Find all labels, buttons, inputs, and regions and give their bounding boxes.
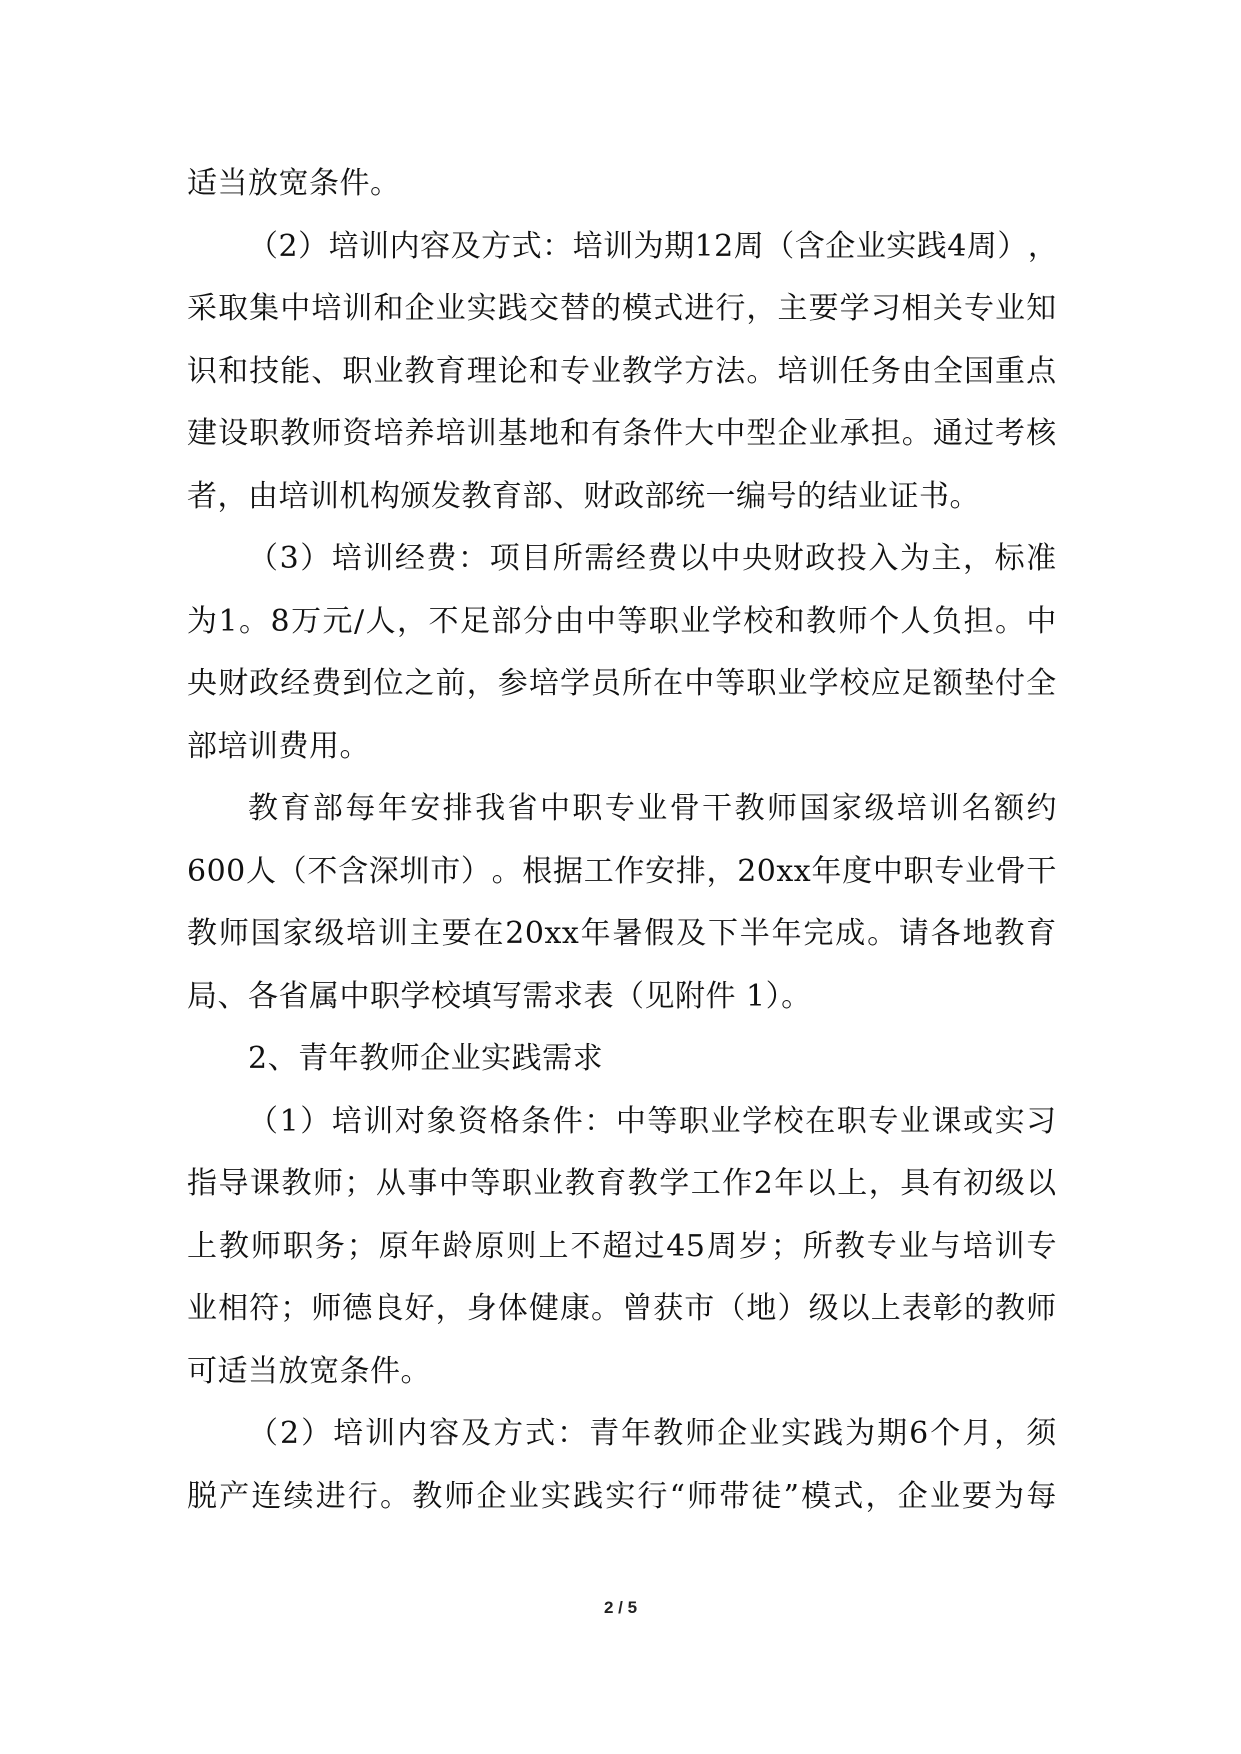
text-line: 上 教 师 职 务 ； 原 年 龄 原 则 上 不 超 过 45 周 岁 ； 所 教 专 业 与 培 训 专 [187, 1228, 1057, 1264]
text-line: 者，由培训机构颁发教育部、财政部统一编号的结业证书。 [187, 478, 980, 514]
text-line: 央 财 政 经 费 到 位 之 前 ， 参 培 学 员 所 在 中 等 职 业 学 校 应 足 额 垫 付 全 [187, 666, 1057, 701]
text-line: 可适当放宽条件。 [187, 1353, 431, 1389]
text-line: （ 1 ） 培 训 对 象 资 格 条 件 ： 中 等 职 业 学 校 在 职 专 业 课 或 实 习 [248, 1103, 1057, 1139]
text-line: （ 2 ） 培 训 内 容 及 方 式 ： 青 年 教 师 企 业 实 践 为 期 6 个 月 ， 须 [248, 1416, 1057, 1451]
text-line: 教 师 国 家 级 培 训 主 要 在 20xx 年 暑 假 及 下 半 年 完 成 。 请 各 地 教 育 [187, 916, 1057, 951]
text-line: 教 育 部 每 年 安 排 我 省 中 职 专 业 骨 干 教 师 国 家 级 培 训 名 额 约 [248, 791, 1057, 826]
text-line: （ 3 ） 培 训 经 费 ： 项 目 所 需 经 费 以 中 央 财 政 投 入 为 主 ， 标 准 [248, 541, 1057, 576]
text-line: 识 和 技 能 、 职 业 教 育 理 论 和 专 业 教 学 方 法 。 培 训 任 务 由 全 国 重 点 [187, 353, 1057, 389]
text-line: 适当放宽条件。 [187, 166, 401, 201]
text-line: 部培训费用。 [187, 728, 370, 764]
text-line: 业 相 符 ； 师 德 良 好 ， 身 体 健 康 。 曾 获 市 （ 地 ） 级 以 上 表 彰 的 教 师 [187, 1291, 1057, 1326]
text-line: 600 人 （ 不 含 深 圳 市 ） 。 根 据 工 作 安 排 ， 20xx 年 度 中 职 专 业 骨 干 [187, 853, 1057, 889]
text-line: 建 设 职 教 师 资 培 养 培 训 基 地 和 有 条 件 大 中 型 企 业 承 担 。 通 过 考 核 [187, 416, 1057, 451]
text-line: 2、青年教师企业实践需求 [248, 1041, 604, 1076]
page-number: 2 / 5 [603, 1598, 638, 1617]
text-line: 指 导 课 教 师 ； 从 事 中 等 职 业 教 育 教 学 工 作 2 年 以 上 ， 具 有 初 级 以 [187, 1166, 1057, 1201]
document-body [187, 153, 1057, 1528]
text-line: 脱 产 连 续 进 行 。 教 师 企 业 实 践 实 行 “ 师 带 徒 ” 模 式 ， 企 业 要 为 每 [187, 1478, 1057, 1514]
text-line: 局、各省属中职学校填写需求表（见附件 1）。 [187, 978, 812, 1014]
text-line: 采 取 集 中 培 训 和 企 业 实 践 交 替 的 模 式 进 行 ， 主 要 学 习 相 关 专 业 知 [187, 291, 1057, 326]
text-line: 为 1 。 8 万 元 / 人 ， 不 足 部 分 由 中 等 职 业 学 校 和 教 师 个 人 负 担 。 中 [187, 603, 1057, 639]
text-line: （ 2 ） 培 训 内 容 及 方 式 ： 培 训 为 期 12 周 （ 含 企 业 实 践 4 周 ） ， [248, 228, 1059, 264]
